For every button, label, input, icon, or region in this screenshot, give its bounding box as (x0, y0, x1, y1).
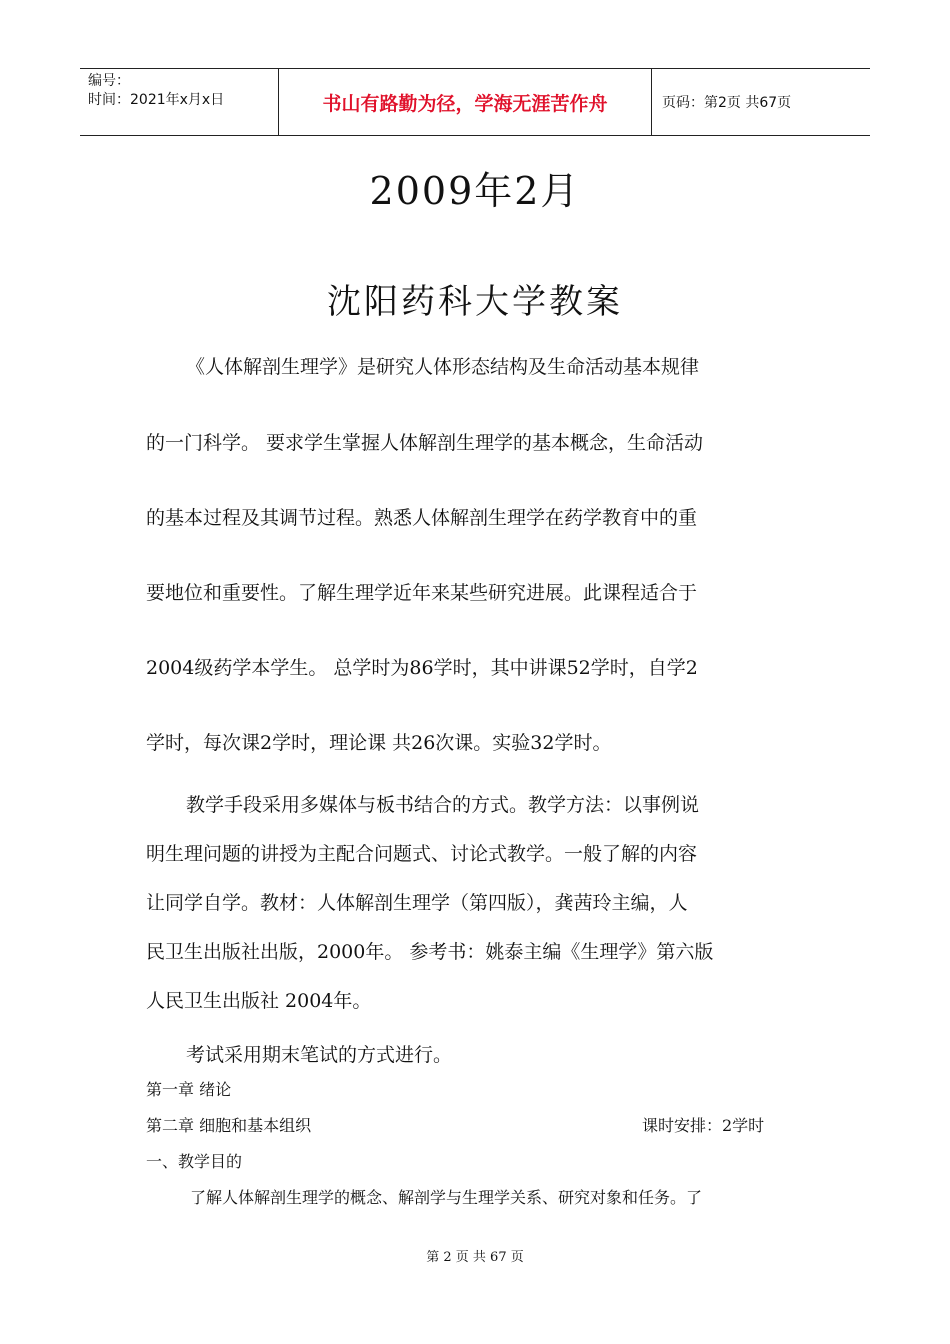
intro-line: 学时，每次课2学时，理论课 共26次课。实验32学时。 (146, 732, 612, 754)
chapter-2-heading: 第二章 细胞和基本组织 (146, 1116, 312, 1135)
hours-label: 课时安排：2学时 (642, 1116, 765, 1135)
number-label: 编号： (88, 73, 130, 89)
page-header (80, 68, 870, 136)
time-label: 时间：2021年x月x日 (88, 92, 225, 108)
section-heading: 一、教学目的 (146, 1152, 243, 1171)
page-footer: 第 2 页 共 67 页 (426, 1250, 524, 1265)
purpose-line: 了解人体解剖生理学的概念、解剖学与生理学关系、研究对象和任务。了 (190, 1188, 703, 1207)
intro-line: 2004级药学本学生。 总学时为86学时，其中讲课52学时，自学2 (146, 657, 698, 679)
method-line: 民卫生出版社出版，2000年。 参考书：姚泰主编《生理学》第六版 (146, 941, 714, 963)
exam-line: 考试采用期末笔试的方式进行。 (186, 1044, 453, 1066)
doc-title: 沈阳药科大学教案 (327, 282, 623, 322)
intro-line: 《人体解剖生理学》是研究人体形态结构及生命活动基本规律 (186, 356, 700, 378)
intro-line: 要地位和重要性。了解生理学近年来某些研究进展。此课程适合于 (146, 582, 698, 604)
method-line: 明生理问题的讲授为主配合问题式、讨论式教学。一般了解的内容 (146, 843, 698, 865)
header-meta (80, 69, 279, 135)
method-line: 人民卫生出版社 2004年。 (146, 990, 372, 1012)
date-heading: 2009年2月 (369, 169, 581, 213)
intro-line: 的一门科学。 要求学生掌握人体解剖生理学的基本概念，生命活动 (146, 432, 704, 454)
intro-line: 的基本过程及其调节过程。熟悉人体解剖生理学在药学教育中的重 (146, 507, 698, 529)
header-page-code: 页码：第2页 共67页 (662, 95, 792, 111)
chapter-1-heading: 第一章 绪论 (146, 1080, 232, 1099)
method-line: 教学手段采用多媒体与板书结合的方式。教学方法：以事例说 (186, 794, 700, 816)
header-motto: 书山有路勤为径，学海无涯苦作舟 (279, 69, 652, 135)
method-line: 让同学自学。教材：人体解剖生理学（第四版），龚茜玲主编，人 (146, 892, 688, 914)
